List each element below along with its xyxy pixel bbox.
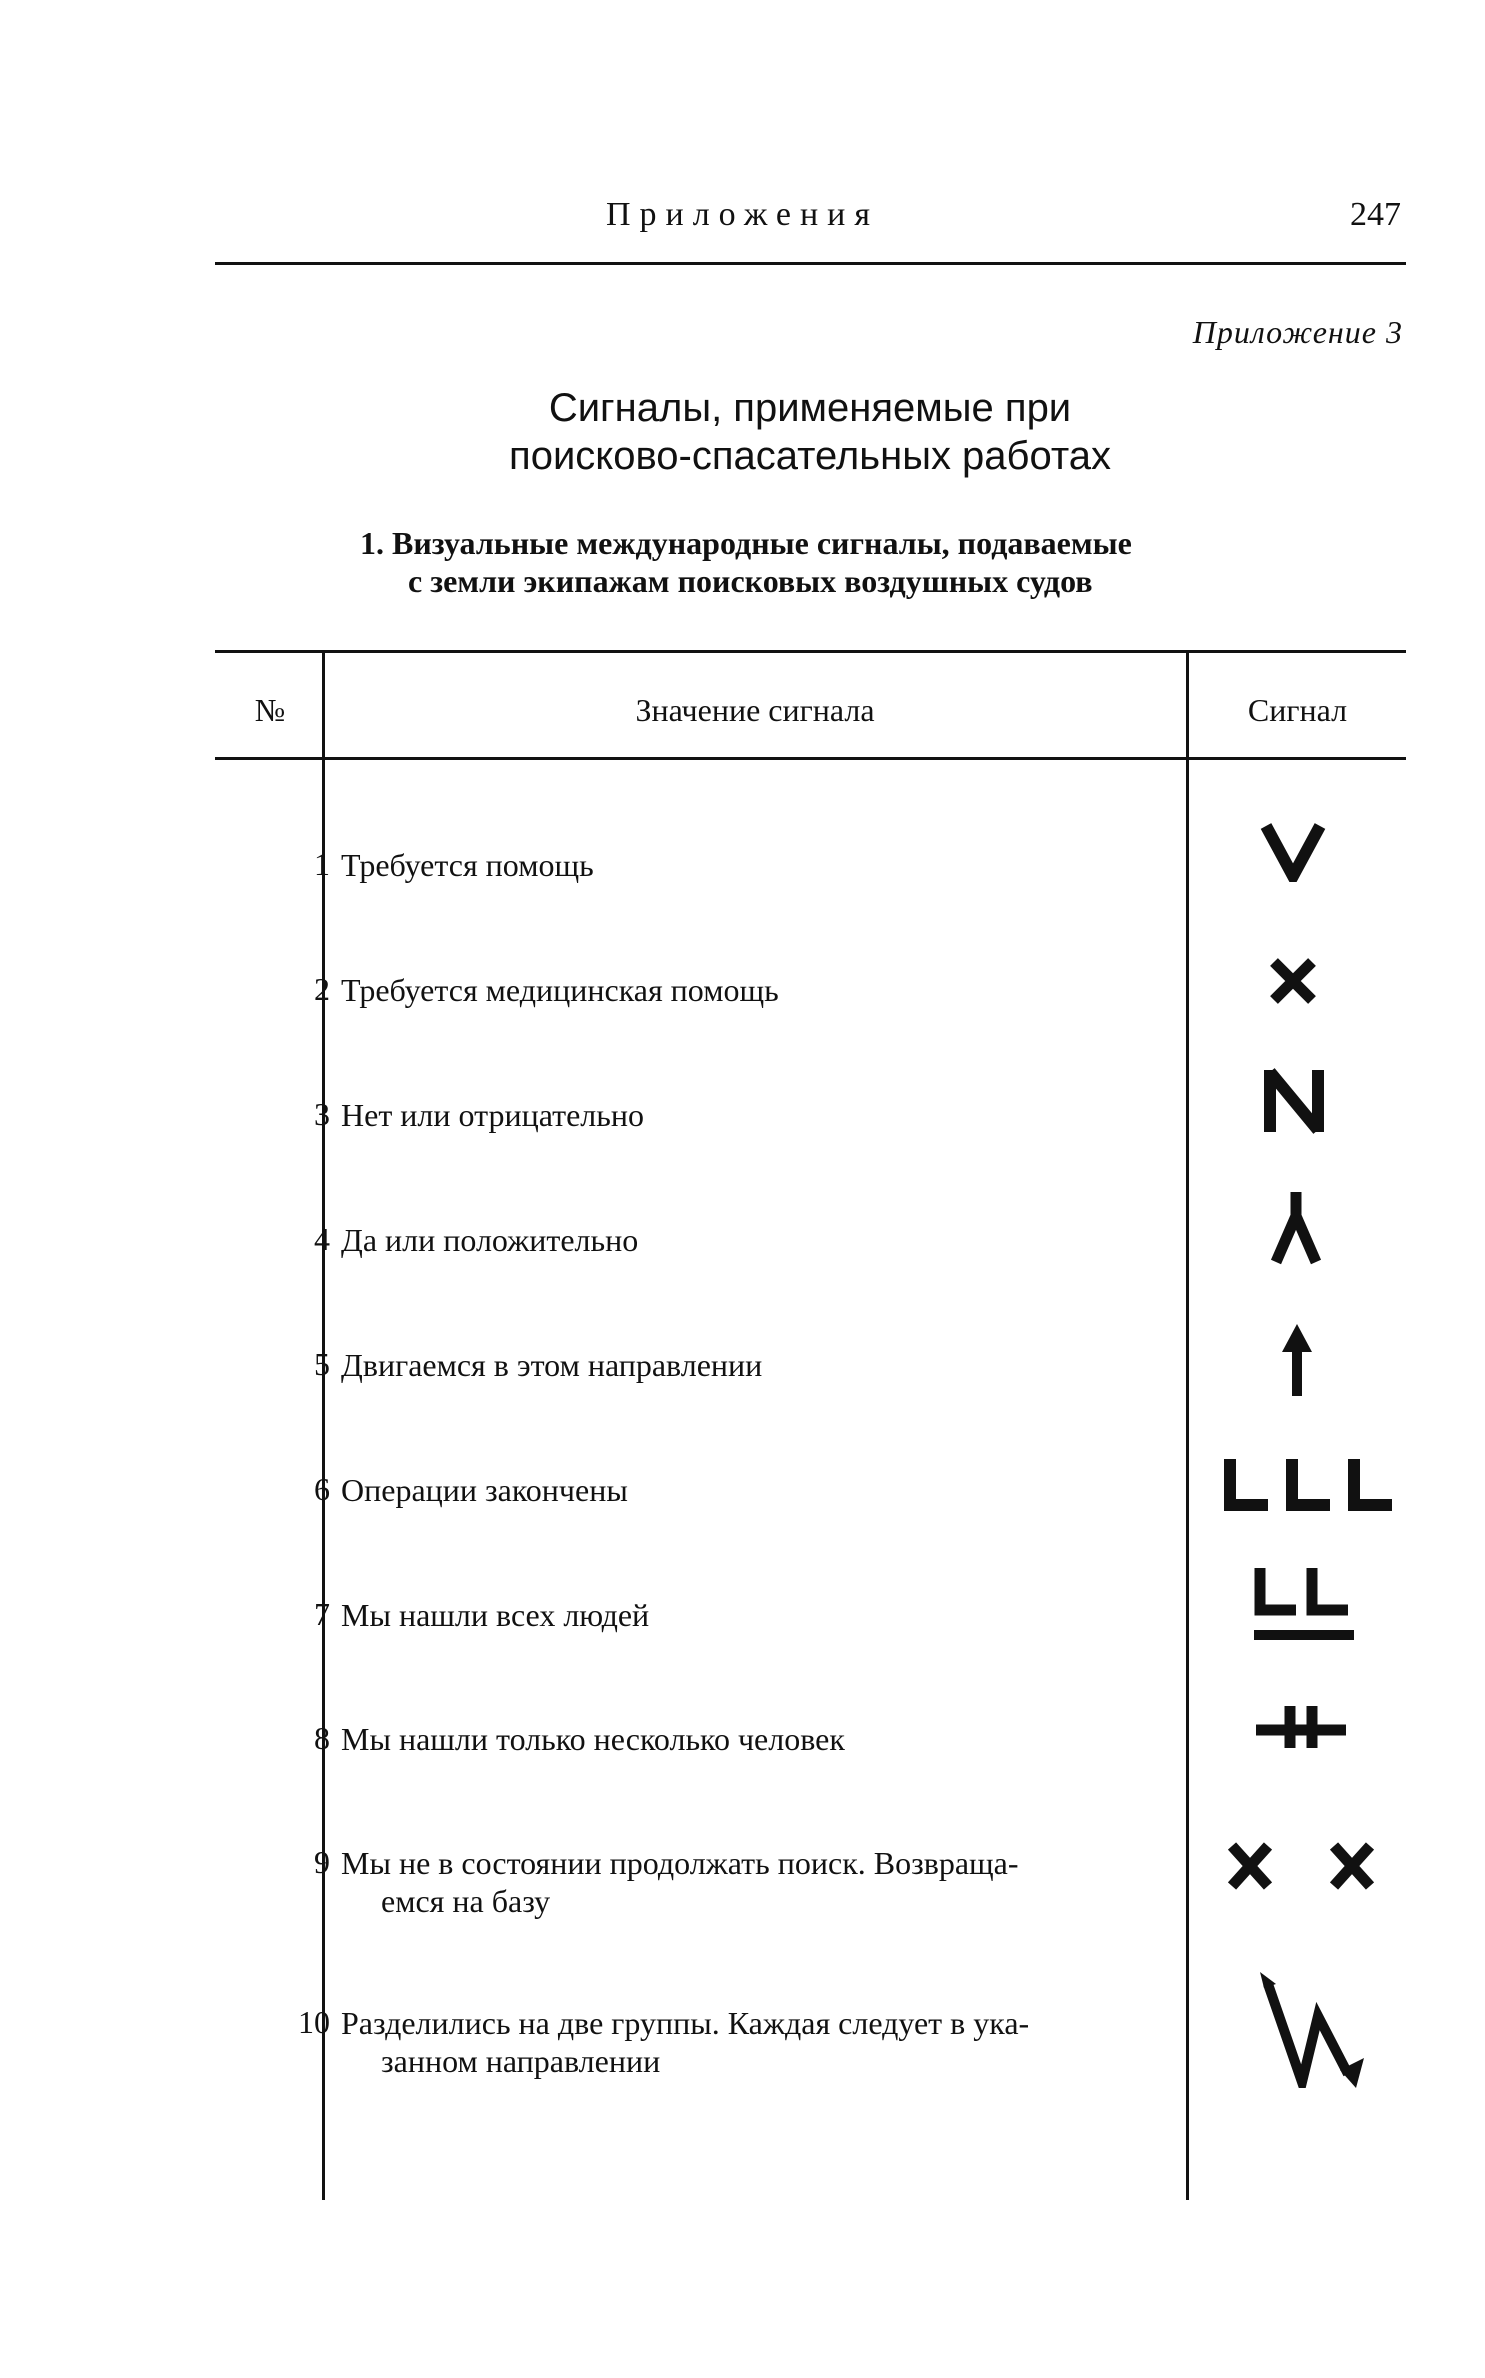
row-number: 3: [314, 1096, 330, 1132]
title-line-1: Сигналы, применяемые при: [548, 386, 1072, 430]
row-number: 6: [314, 1471, 330, 1507]
row-meaning-line-2: занном направлении: [381, 2043, 661, 2079]
row-meaning: Требуется медицинская помощь: [341, 972, 779, 1008]
table-top-rule: [215, 650, 1406, 653]
row-number: 5: [314, 1346, 330, 1382]
appendix-label: Приложение 3: [1192, 314, 1403, 350]
page-title: [0, 384, 1485, 480]
row-number: 9: [314, 1844, 330, 1880]
row-meaning-line-2: емся на базу: [381, 1883, 551, 1919]
column-divider-right: [1186, 650, 1189, 2200]
section-heading-line-1: 1. Визуальные международные сигналы, подаваемые: [360, 525, 1132, 561]
column-header-signal: Сигнал: [1247, 692, 1348, 728]
x-symbol-icon: [1268, 956, 1318, 1006]
row-meaning: Мы нашли всех людей: [341, 1597, 650, 1633]
table-header-rule: [215, 757, 1406, 760]
page-number: 247: [1350, 196, 1401, 233]
row-meaning: Операции закончены: [341, 1472, 628, 1508]
column-header-number: №: [254, 692, 286, 728]
row-meaning: Нет или отрицательно: [341, 1097, 644, 1133]
row-number: 2: [314, 971, 330, 1007]
v-symbol-icon: [1260, 822, 1326, 882]
plus-plus-icon: [1254, 1702, 1348, 1752]
row-meaning: [341, 2004, 1161, 2080]
row-meaning: Да или положительно: [341, 1222, 639, 1258]
row-number: 8: [314, 1720, 330, 1756]
row-meaning: Двигаемся в этом направлении: [341, 1347, 763, 1383]
lll-symbol-icon: [1222, 1457, 1398, 1513]
running-head: Приложения: [605, 196, 880, 233]
split-arrows-icon: [1256, 1970, 1372, 2088]
column-header-meaning: Значение сигнала: [635, 692, 875, 728]
y-symbol-icon: [1270, 1186, 1322, 1266]
header-rule: [215, 262, 1406, 265]
row-meaning: Мы нашли только несколько человек: [341, 1721, 845, 1757]
row-number: 4: [314, 1221, 330, 1257]
section-heading: [360, 524, 1260, 600]
row-number: 10: [298, 2004, 330, 2040]
row-number: 1: [314, 846, 330, 882]
row-meaning-line-1: Разделились на две группы. Каждая следует в ука-: [341, 2005, 1030, 2041]
arrow-up-icon: [1280, 1322, 1314, 1398]
row-meaning-line-1: Мы не в состоянии продолжать поиск. Возвраща-: [341, 1845, 1019, 1881]
n-symbol-icon: [1262, 1068, 1326, 1134]
row-meaning: Требуется помощь: [341, 847, 594, 883]
ll-underlined-icon: [1252, 1566, 1356, 1644]
section-heading-line-2: с земли экипажам поисковых воздушных судов: [408, 563, 1093, 599]
row-number: 7: [314, 1596, 330, 1632]
row-meaning: [341, 1844, 1161, 1920]
double-x-icon: [1226, 1840, 1376, 1892]
title-line-2: поисково-спасательных работах: [509, 434, 1111, 478]
